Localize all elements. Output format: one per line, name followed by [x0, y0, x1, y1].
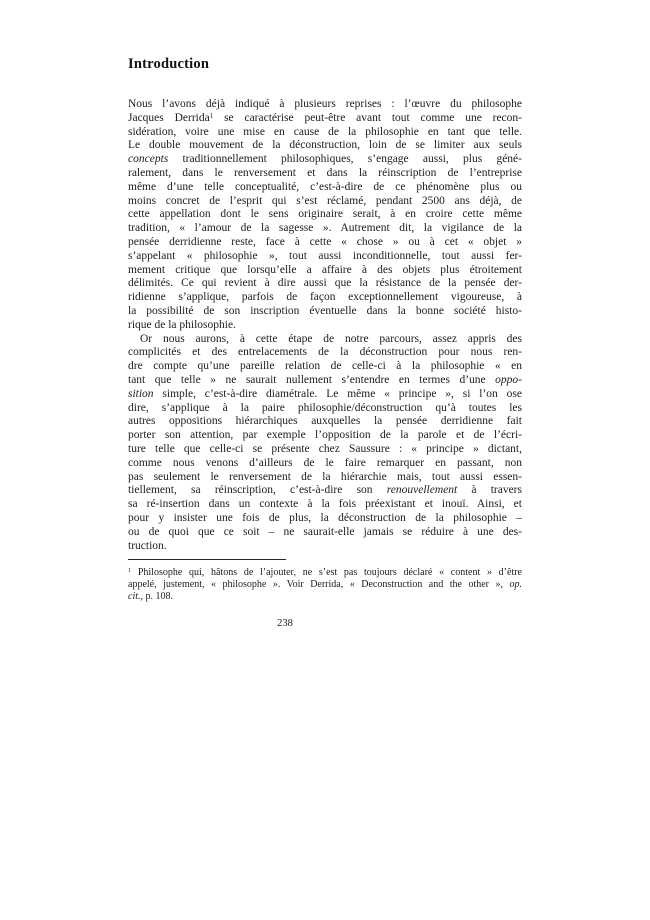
text-line: la possibilité de son inscription éventuelle dans la bonne société histo- — [128, 304, 522, 317]
text-line: truction. — [128, 539, 167, 552]
footnote — [128, 567, 522, 603]
paragraph — [128, 567, 522, 603]
text-line: dire, s’applique à la paire philosophie/déconstruction qu’à toutes les — [128, 401, 522, 414]
text-line: mement critique que lorsqu’elle a affaire à des objets plus étroitement — [128, 263, 522, 276]
text-line: ridienne s’applique, parfois de façon exceptionnellement vigoureuse, à — [128, 291, 522, 304]
text-line: Le double mouvement de la déconstruction, loin de se limiter aux seuls — [128, 139, 522, 152]
text-line: pas seulement le renversement de la hiérarchie mais, tout aussi essen- — [128, 470, 522, 483]
footnote-reference: 1 — [128, 567, 132, 575]
text-line: délimités. Ce qui revient à dire aussi que la résistance de la pensée der- — [128, 277, 522, 290]
text-line: rique de la philosophie. — [128, 318, 236, 331]
text-line: ralement, dans le renversement et dans la réinscription de l’entreprise — [128, 166, 522, 179]
footnote-reference: 1 — [209, 111, 214, 120]
text-line: sition simple, c’est-à-dire diamétrale. Le même « principe », si l’on ose — [128, 387, 522, 400]
text-line: pour y insister une fois de plus, la déconstruction de la philosophie – — [128, 511, 522, 524]
text-line: cit., p. 108. — [128, 590, 173, 602]
text-line: sa ré-insertion dans un contexte à la fois préexistant et inouï. Ainsi, et — [128, 498, 522, 511]
text-line: sidération, voire une mise en cause de la philosophie en tant que telle. — [128, 125, 522, 138]
text-line: dre compte qu’une pareille relation de celle-ci à la philosophie « en — [128, 360, 522, 373]
text-line: tradition, « l’amour de la sagesse ». Autrement dit, la vigilance de la — [128, 222, 522, 235]
text-line: s’appelant « philosophie », tout aussi inconditionnelle, tout aussi fer- — [128, 249, 522, 262]
text-line: comme nous venons d’ailleurs de le faire remarquer en passant, non — [128, 456, 522, 469]
text-line: autres oppositions hiérarchiques auxquelles la pensée derridienne fait — [128, 415, 522, 428]
text-line: appelé, justement, « philosophe ». Voir Derrida, « Deconstruction and the other », op. — [128, 578, 522, 590]
page-title: Introduction — [128, 56, 210, 72]
text-line: Nous l’avons déjà indiqué à plusieurs reprises : l’œuvre du philosophe — [128, 98, 522, 110]
text-line: Or nous aurons, à cette étape de notre parcours, assez appris des — [140, 332, 522, 345]
text-line: tiellement, sa réinscription, c’est-à-dire son renouvellement à travers — [128, 484, 522, 497]
text-line: pensée derridienne reste, face à cette « chose » ou à cet « objet » — [128, 235, 522, 248]
text-line: porter son attention, par exemple l’opposition de la parole et de l’écri- — [128, 429, 522, 442]
text-line: ou de quoi que ce soit – ne saurait-elle jamais se réduire à une des- — [128, 525, 522, 538]
text-line: même d’une telle conceptualité, c’est-à-dire de ce phénomène plus ou — [128, 180, 522, 193]
footnote-rule — [128, 559, 286, 560]
text-line: ture telle que celle-ci se présente chez Saussure : « principe » dictant, — [128, 442, 522, 455]
text-line: concepts traditionnellement philosophiques, s’engage aussi, plus géné- — [128, 153, 522, 166]
text-line: $^1$ Philosophe qui, hâtons de l’ajouter, ne s’est pas toujours déclaré « content » d’être — [128, 567, 522, 578]
page-number: 238 — [277, 618, 293, 629]
text-line: tant que telle » ne saurait nullement s’entendre en termes d’une oppo- — [128, 373, 522, 386]
text-line: moins concret de l’esprit qui s’est réclamé, pendant 2500 ans déjà, de — [128, 194, 522, 207]
text-line: Jacques Derrida$^1$ se caractérise peut-être avant tout comme une recon- — [128, 111, 522, 124]
text-line: cette appellation dont le sens originaire serait, à en croire cette même — [128, 208, 522, 221]
text-line: complicités et des entrelacements de la déconstruction pour nous ren- — [128, 346, 522, 359]
body-text — [128, 98, 522, 553]
paragraph — [128, 333, 522, 554]
paragraph — [128, 98, 522, 333]
